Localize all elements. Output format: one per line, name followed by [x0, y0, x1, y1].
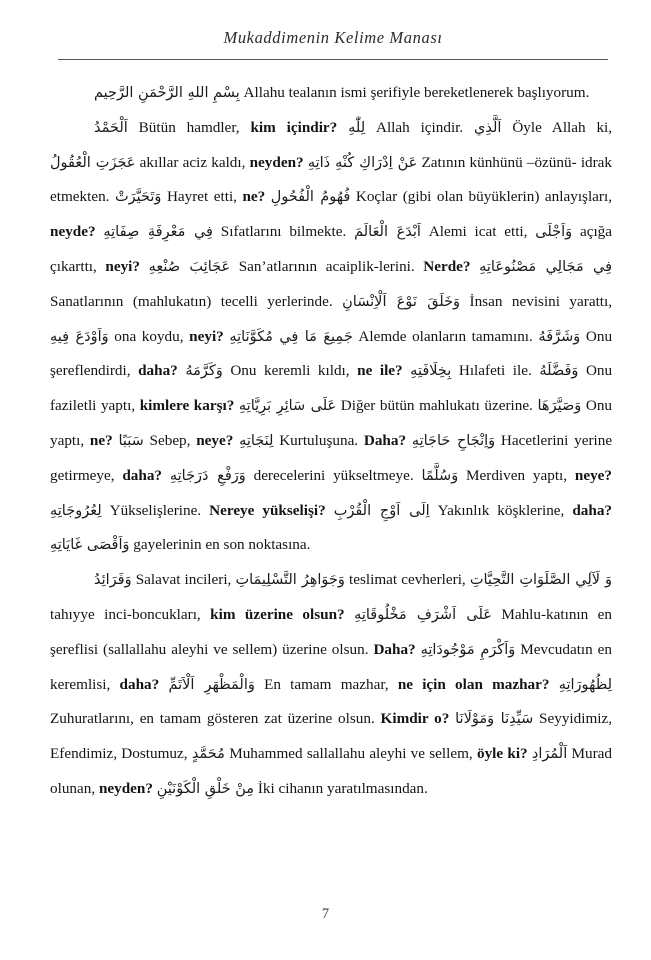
arabic-phrase: وَكَرَّمَهُ — [185, 363, 223, 380]
turkish-gloss: İki cihanın yaratılmasından. — [257, 779, 428, 797]
arabic-phrase: وَاِنْجَاحِ حَاجَاتِهِ — [411, 432, 496, 449]
arabic-phrase: سَبَبًا — [118, 432, 144, 449]
turkish-gloss: teslimat cevherleri, — [349, 571, 466, 589]
turkish-gloss: En tamam mazhar, — [264, 675, 389, 693]
arabic-phrase: لِلّٰهِ — [348, 119, 366, 136]
arabic-phrase: وَشَرَّفَهُ — [538, 328, 581, 345]
turkish-gloss: tahıyye inci-boncukları, — [50, 605, 201, 623]
turkish-gloss: ona koydu, — [114, 327, 184, 345]
turkish-gloss: Muhammed sallallahu aleyhi ve sellem, — [229, 745, 473, 763]
arabic-phrase: وَاَجْلَى — [535, 224, 573, 241]
arabic-phrase: اَلْحَمْدُ — [94, 119, 128, 136]
turkish-gloss: Seyyidimiz, Efendimiz, Dostumuz, — [50, 710, 613, 763]
arabic-phrase: لِنَجَاتِهِ — [239, 432, 274, 449]
page-number: 7 — [321, 906, 330, 922]
arabic-phrase: وَاَوْدَعَ فِيهِ — [50, 328, 109, 345]
paragraph — [50, 563, 612, 807]
turkish-gloss: Alemi icat etti, — [428, 223, 528, 241]
body-text-block — [50, 76, 612, 807]
arabic-phrase: جَمِيعَ مَا فِي مُكَوَّنَاتِهِ — [229, 328, 353, 345]
turkish-question-bold: neye? — [196, 431, 234, 449]
turkish-gloss: gayelerinin en son noktasına. — [133, 536, 311, 554]
turkish-question-bold: kimlere karşı? — [139, 397, 235, 415]
arabic-phrase: عَلَى اَشْرَفِ مَخْلُوقَاتِهِ — [354, 606, 492, 623]
turkish-question-bold: Nereye yükselişi? — [209, 501, 326, 519]
paragraph — [50, 111, 612, 563]
arabic-phrase: عَلَى سَائِرِ بَرِيَّاتِهِ — [238, 398, 337, 415]
turkish-gloss: Kurtuluşuna. — [279, 431, 359, 449]
arabic-phrase: بِسْمِ اللهِ الرَّحْمَنِ الرَّحِيم — [94, 85, 240, 101]
turkish-gloss: Yakınlık köşklerine, — [437, 501, 565, 519]
turkish-question-bold: öyle ki? — [476, 745, 528, 763]
turkish-gloss: Hılafeti ile. — [458, 362, 532, 380]
turkish-gloss: Onu keremli kıldı, — [230, 362, 350, 380]
arabic-phrase: عَنْ اِدْرَاكِ كُنْهِ ذَاتِهِ — [307, 154, 418, 171]
turkish-question-bold: Nerde? — [423, 257, 471, 275]
turkish-gloss: Onu şereflendirdi, — [50, 327, 613, 380]
arabic-phrase: وَسُلَّمًا — [421, 467, 459, 484]
turkish-question-bold: neyi? — [189, 327, 224, 345]
turkish-question-bold: ne ile? — [357, 362, 403, 380]
arabic-phrase: اَبْدَعَ الْعَالَمَ — [354, 224, 421, 241]
arabic-phrase: لِعُرُوجَاتِهِ — [50, 502, 102, 519]
turkish-gloss: Onu faziletli yaptı, — [50, 362, 613, 415]
arabic-phrase: سَيِّدِنَا وَمَوْلَانَا — [455, 711, 534, 728]
turkish-question-bold: kim üzerine olsun? — [210, 605, 345, 623]
turkish-question-bold: neyden? — [98, 779, 153, 797]
turkish-question-bold: daha? — [138, 362, 178, 380]
turkish-gloss: Merdiven yaptı, — [466, 466, 568, 484]
turkish-gloss: Koçlar (gibi olan büyüklerin) anlayışları, — [355, 188, 612, 206]
arabic-phrase: وَاَقْصَى غَايَاتِهِ — [50, 537, 130, 554]
turkish-gloss: açığa çıkarttı, — [50, 223, 613, 275]
turkish-gloss: Hayret etti, — [166, 188, 237, 206]
arabic-phrase: مِنْ خَلْقِ الْكَوْنَيْنِ — [156, 780, 255, 797]
arabic-phrase: عَجَائِبَ صُنْعِهِ — [148, 258, 231, 275]
turkish-question-bold: daha? — [572, 501, 613, 519]
turkish-gloss: San’atlarının acaiplik-lerini. — [238, 257, 415, 275]
turkish-gloss: Alemde olanların tamamını. — [358, 327, 533, 345]
arabic-phrase: فِي مَجَالِي مَصْنُوعَاتِهِ — [479, 258, 613, 275]
turkish-gloss: Zuhuratlarını, en tamam gösteren zat üzerine olsun. — [50, 710, 375, 728]
arabic-phrase: اَلْمُرَادِ — [531, 746, 568, 763]
turkish-gloss: Sıfatlarını bilmekte. — [220, 223, 347, 241]
turkish-gloss: Diğer bütün mahlukatı üzerine. — [340, 397, 533, 415]
turkish-gloss: derecelerini yükseltmeye. — [253, 466, 414, 484]
turkish-gloss: Allahu tealanın ismi şerifiyle bereketlenerek başlıyorum. — [243, 84, 590, 101]
arabic-phrase: وَفَضَّلَهُ — [539, 363, 579, 380]
turkish-gloss: Murad olunan, — [50, 745, 613, 797]
turkish-question-bold: Daha? — [373, 640, 416, 658]
arabic-phrase: اَلَّذِي — [474, 119, 502, 136]
arabic-phrase: وَاَكْرَمِ مَوْجُودَاتِهِ — [420, 641, 516, 658]
arabic-phrase: وَ لَآلِي الصَّلَوَاتِ التَّحِيَّاتِ — [469, 572, 612, 589]
turkish-question-bold: ne? — [89, 431, 113, 449]
arabic-phrase: فُهُومُ الْفُحُولِ — [270, 189, 351, 206]
turkish-gloss: Allah içindir. — [375, 118, 464, 136]
turkish-question-bold: ne? — [242, 188, 266, 206]
arabic-phrase: مُحَمَّدٍ — [191, 746, 225, 763]
arabic-phrase: لِظُهُورَاتِهِ — [558, 676, 613, 693]
turkish-question-bold: kim içindir? — [250, 118, 338, 136]
turkish-gloss: Zatının künhünü –özünü- idrak etmekten. — [50, 153, 613, 206]
turkish-gloss: Mahlu-katının en şereflisi (sallallahu aleyhi ve sellem) üzerine olsun. — [50, 605, 613, 658]
turkish-gloss: Sebep, — [149, 431, 191, 449]
paragraph — [50, 76, 612, 111]
turkish-question-bold: ne için olan mazhar? — [397, 675, 550, 693]
arabic-phrase: وَفَرَائِدُ — [94, 572, 132, 589]
arabic-phrase: وَرَفْعِ دَرَجَاتِهِ — [169, 467, 246, 484]
arabic-phrase: اِلَى اَوْجِ الْقُرْبِ — [333, 502, 430, 519]
turkish-question-bold: neyde? — [50, 223, 96, 241]
turkish-gloss: Onu yaptı, — [50, 397, 613, 449]
turkish-question-bold: neyden? — [249, 153, 304, 171]
arabic-phrase: عَجَزَتِ الْعُقُولُ — [50, 154, 136, 171]
header-divider-rule — [58, 59, 608, 60]
turkish-question-bold: neye? — [574, 466, 612, 484]
turkish-gloss: İnsan nevisini yarattı, — [469, 292, 613, 310]
turkish-gloss: Mevcudatın en keremlisi, — [50, 640, 612, 693]
arabic-phrase: فِي مَعْرِفَةِ صِفَاتِهِ — [103, 224, 213, 241]
turkish-question-bold: Kimdir o? — [380, 710, 450, 728]
arabic-phrase: وَجَوَاهِرُ التَّسْلِيمَاتِ — [235, 572, 345, 589]
turkish-gloss: akıllar aciz kaldı, — [139, 153, 246, 171]
turkish-gloss: Salavat incileri, — [135, 571, 232, 589]
arabic-phrase: وَصَيَّرَهَا — [537, 398, 582, 415]
arabic-phrase: وَخَلَقَ نَوْعَ اَلْاِنْسَانِ — [342, 293, 461, 310]
turkish-question-bold: daha? — [119, 675, 160, 693]
turkish-question-bold: Daha? — [363, 431, 407, 449]
turkish-gloss: Bütün hamdler, — [138, 118, 240, 136]
turkish-gloss: Yükselişlerine. — [109, 501, 202, 519]
turkish-question-bold: neyi? — [105, 257, 140, 275]
arabic-phrase: وَتَحَيَّرَتْ — [114, 189, 162, 206]
running-header-title: Mukaddimenin Kelime Manası — [223, 28, 443, 47]
turkish-gloss: Öyle Allah ki, — [512, 118, 613, 136]
turkish-gloss: Hacetlerini yerine getirmeye, — [50, 431, 613, 484]
arabic-phrase: وَالْمَظْهَرِ اَلْاَتَمِّ — [168, 676, 255, 693]
arabic-phrase: بِخِلَافَتِهِ — [410, 363, 452, 380]
turkish-gloss: Sanatlarının (mahlukatın) tecelli yerlerinde. — [50, 292, 333, 310]
turkish-question-bold: daha? — [122, 466, 163, 484]
